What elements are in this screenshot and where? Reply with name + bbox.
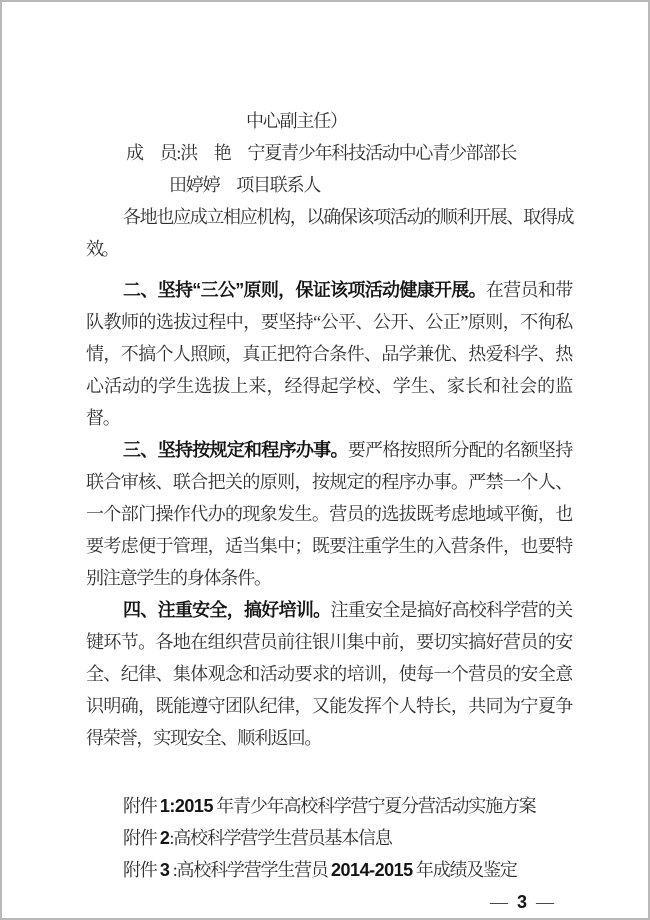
attachment-3-number-2: 2014-2015 bbox=[331, 860, 413, 880]
attachment-1-prefix: 附件 bbox=[123, 796, 160, 816]
attachment-3-prefix: 附件 bbox=[123, 860, 160, 880]
attachment-3-mid: :高校科学营学生营员 bbox=[169, 860, 332, 880]
attachment-3-text: 年成绩及鉴定 bbox=[412, 860, 517, 880]
page-number-value: 3 bbox=[516, 892, 527, 912]
attachment-list bbox=[86, 790, 572, 886]
member-line-1: 成 员:洪 艳 宁夏青少年科技活动中心青少部部长 bbox=[126, 143, 517, 163]
section-3-body: 要严格按照所分配的名额坚持联合审核、联合把关的原则，按规定的程序办事。严禁一个人、一个部门操作代办的现象发生。营员的选拔既考虑地域平衡，也要考虑便于管理，适当集中；既要注重学生的入营条件，也要特别注意学生的身体条件。 bbox=[86, 440, 572, 588]
page-number bbox=[86, 886, 572, 918]
section-4-paragraph bbox=[86, 594, 572, 754]
attachment-item-3 bbox=[86, 854, 572, 886]
section-3-paragraph bbox=[86, 434, 572, 594]
attachment-2-prefix: 附件 bbox=[123, 828, 160, 848]
continuation-line: 中心副主任） bbox=[246, 111, 347, 131]
section-4-heading: 四、注重安全，搞好培训。 bbox=[123, 600, 331, 620]
attachment-2-text: :高校科学营学生营员基本信息 bbox=[169, 828, 392, 848]
attachment-3-number: 3 bbox=[159, 860, 170, 880]
document-body bbox=[2, 2, 648, 918]
attachment-item-1 bbox=[86, 790, 572, 822]
section-2-body: 在营员和带队教师的选拔过程中，要坚持“公平、公开、公正”原则，不徇私情，不搞个人照顾，真正把符合条件、品学兼优、热爱科学、热心活动的学生选拔上来，经得起学校、学生、家长和社会的监督。 bbox=[86, 280, 572, 428]
member-line-2: 田婷婷 项目联系人 bbox=[169, 175, 321, 195]
attachment-1-number: 1:2015 bbox=[159, 796, 213, 816]
section-3-heading: 三、坚持按规定和程序办事。 bbox=[123, 440, 348, 460]
page-number-dash-right: — bbox=[536, 892, 554, 912]
section-4-body: 注重安全是搞好高校科学营的关键环节。各地在组织营员前往银川集中前，要切实搞好营员的安全、纪律、集体观念和活动要求的培训，使每一个营员的安全意识明确，既能遵守团队纪律，又能发挥个人特长，共同为宁夏争得荣誉，实现安全、顺利返回。 bbox=[86, 600, 572, 748]
attachment-item-2 bbox=[86, 822, 572, 854]
paragraph-intro: 各地也应成立相应机构，以确保该项活动的顺利开展、取得成效。 bbox=[86, 207, 572, 259]
attachment-2-number: 2 bbox=[159, 828, 170, 848]
section-2-paragraph bbox=[86, 274, 572, 434]
attachment-1-text: 年青少年高校科学营宁夏分营活动实施方案 bbox=[212, 796, 536, 816]
page-number-dash-left: — bbox=[489, 892, 508, 912]
section-2-heading: 二、坚持“三公”原则，保证该项活动健康开展。 bbox=[123, 280, 486, 300]
